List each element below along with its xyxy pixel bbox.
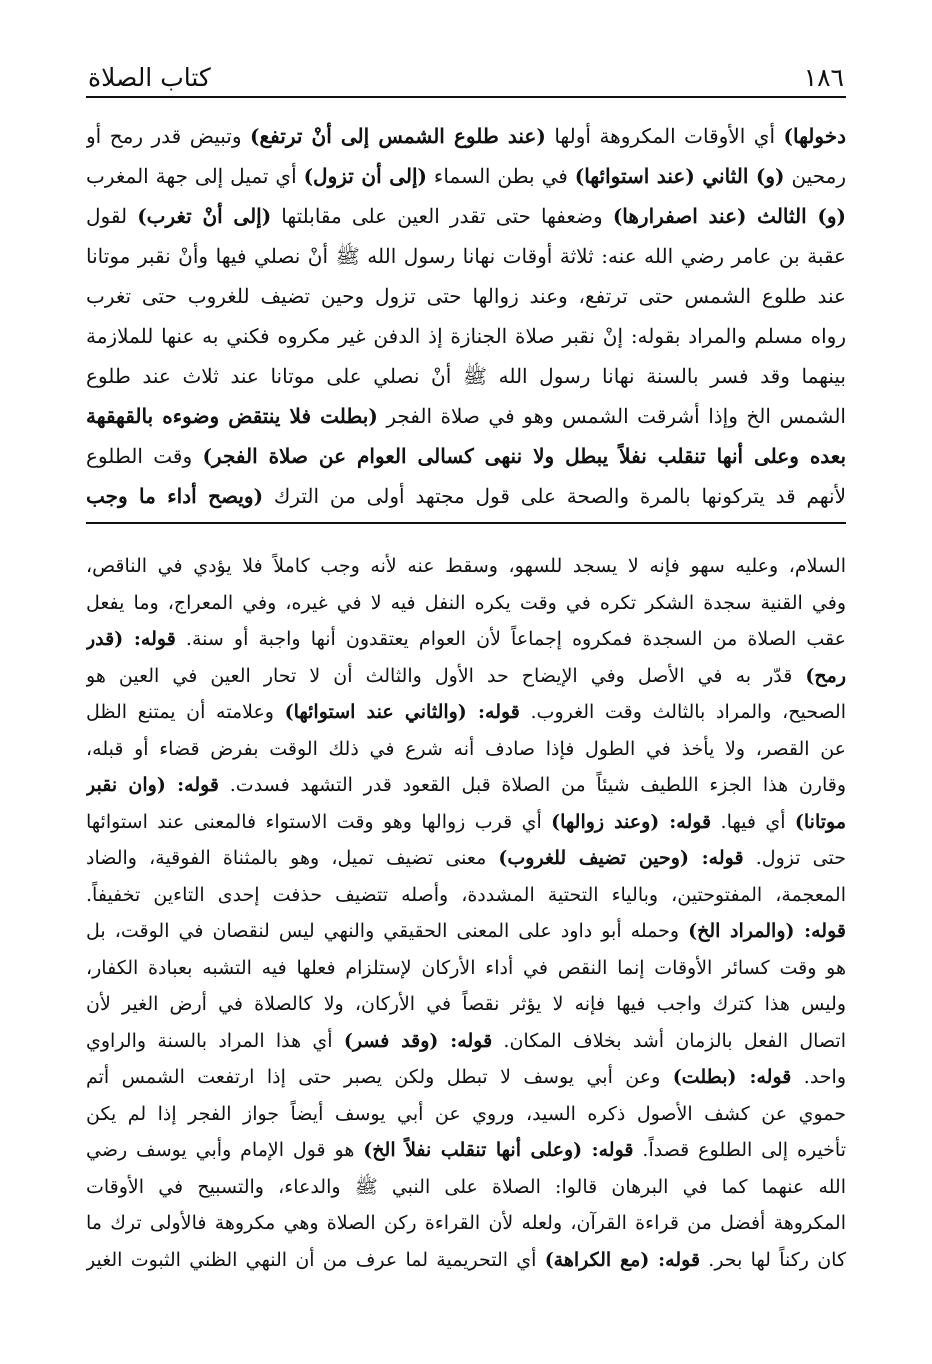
- page-number: ١٨٦: [803, 63, 844, 92]
- text-line: الشمس الخ وإذا أشرقت الشمس وهو في صلاة الفجر (بطلت فلا ينتقض وضوءه بالقهقهة: [86, 404, 846, 428]
- text-line: اتصال الفعل بالزمان أشد بخلاف المكان. قوله: (وقد فسر) أي هذا المراد بالسنة والراوي: [86, 1029, 846, 1052]
- text-line: وقارن هذا الجزء اللطيف شيئاً من الصلاة قبل القعود قدر التشهد فسدت. قوله: (وان نقبر: [86, 774, 846, 796]
- text-line: رمح) قدّر به في الأصل وفي الإيضاح حد الأول والثالث أن لا تحار العين في العين هو: [86, 664, 846, 687]
- header-rule: [86, 96, 846, 98]
- book-title: كتاب الصلاة: [88, 63, 211, 92]
- text-line: المكروهة أفضل من قراءة القرآن، ولعله لأن القراءة ركن الصلاة وهي مكروهة فالأولى ترك ما: [86, 1212, 846, 1234]
- text-line: دخولها) أي الأوقات المكروهة أولها (عند طلوع الشمس إلى أنْ ترتفع) وتبيض قدر رمح أو: [86, 124, 846, 148]
- footnote-text: [86, 548, 846, 1278]
- text-line: واحد. قوله: (بطلت) وعن أبي يوسف لا تبطل ولكن يصبر حتى إذا ارتفعت الشمس أتم: [86, 1066, 846, 1088]
- text-line: بينهما وقد فسر بالسنة نهانا رسول الله ﷺ أنْ نصلي على موتانا عند ثلاث عند طلوع: [86, 364, 846, 388]
- text-line: موتانا) أي فيها. قوله: (وعند زوالها) أي قرب زوالها وهو وقت الاستواء فالمعنى عند استوائها: [86, 810, 846, 833]
- text-line: وفي القنية سجدة الشكر تكره في وقت يكره النفل فيه لا في غيره، وفي المعراج، وما يفعل: [86, 591, 846, 614]
- text-line: عقبة بن عامر رضي الله عنه: ثلاثة أوقات نهانا رسول الله ﷺ أنْ نصلي فيها وأنْ نقبر موتانا: [86, 244, 846, 268]
- text-line: الله عنهما كما في البرهان قالوا: الصلاة على النبي ﷺ والدعاء، والتسبيح في الأوقات: [86, 1175, 846, 1198]
- text-line: رمحين (و) الثاني (عند استوائها) في بطن السماء (إلى أن تزول) أي تميل إلى جهة المغرب: [86, 164, 846, 188]
- text-line: عن القصر، ولا يأخذ في الطول فإذا صادف أنه شرع في ذلك الوقت بفرض قضاء أو قبله،: [86, 737, 846, 760]
- text-line: لأنهم قد يتركونها بالمرة والصحة على قول مجتهد أولى من الترك (ويصح أداء ما وجب: [86, 484, 846, 508]
- footnote-divider: [86, 522, 846, 524]
- text-line: بعده وعلى أنها تنقلب نفلاً يبطل ولا ننهى كسالى العوام عن صلاة الفجر) وقت الطلوع: [86, 444, 846, 468]
- text-line: وليس هذا كترك واجب فيها فإنه لا يؤثر نقصاً في الأركان، ولا كالصلاة في أرض الغير لأن: [86, 993, 846, 1015]
- text-line: عند طلوع الشمس حتى ترتفع، وعند زوالها حتى تزول وحين تضيف للغروب حتى تغرب: [86, 284, 846, 308]
- text-line: حتى تزول. قوله: (وحين تضيف للغروب) معنى تضيف تميل، وهو بالمثناة الفوقية، والضاد: [86, 847, 846, 869]
- main-text: [86, 116, 846, 516]
- page-header: [88, 42, 844, 92]
- text-line: رواه مسلم والمراد بقوله: إنْ نقبر صلاة الجنازة إذ الدفن غير مكروه فكني به عنها للملازمة: [86, 324, 846, 348]
- text-line: هو وقت كسائر الأوقات إنما النقص في أداء الأركان لإستلزام فعلها فيه التشبه بعبادة الكفار،: [86, 956, 846, 979]
- text-line: حموي عن كشف الأصول ذكره السيد، وروي عن أبي يوسف أيضاً جواز الفجر إذا لم يكن: [86, 1102, 846, 1125]
- text-line: قوله: (والمراد الخ) وحمله أبو داود على المعنى الحقيقي والنهي ليس لنقصان في الوقت، بل: [86, 920, 846, 942]
- text-line: عقب الصلاة من السجدة فمكروه إجماعاً لأن العوام يعتقدون أنها واجبة أو سنة. قوله: (قدر: [86, 628, 846, 650]
- text-line: السلام، وعليه سهو فإنه لا يسجد للسهو، وسقط عنه لأنه وجب كاملاً فلا يؤدي في الناقص،: [86, 555, 846, 577]
- text-line: المعجمة، المفتوحتين، وبالياء التحتية المشددة، وأصله تتضيف حذفت إحدى التاءين تخفيفاً.: [86, 883, 846, 906]
- text-line: كان ركناً لها بحر. قوله: (مع الكراهة) أي التحريمية لما عرف من أن النهي الظني الثبوت الغير: [86, 1248, 846, 1271]
- text-line: (و) الثالث (عند اصفرارها) وضعفها حتى تقدر العين على مقابلتها (إلى أنْ تغرب) لقول: [86, 204, 846, 228]
- text-line: تأخيره إلى الطلوع قصداً. قوله: (وعلى أنها تنقلب نفلاً الخ) هو قول الإمام وأبي يوسف رضي: [86, 1139, 846, 1161]
- text-line: الصحيح، والمراد بالثالث وقت الغروب. قوله: (والثاني عند استوائها) وعلامته أن يمتنع الظل: [86, 701, 846, 723]
